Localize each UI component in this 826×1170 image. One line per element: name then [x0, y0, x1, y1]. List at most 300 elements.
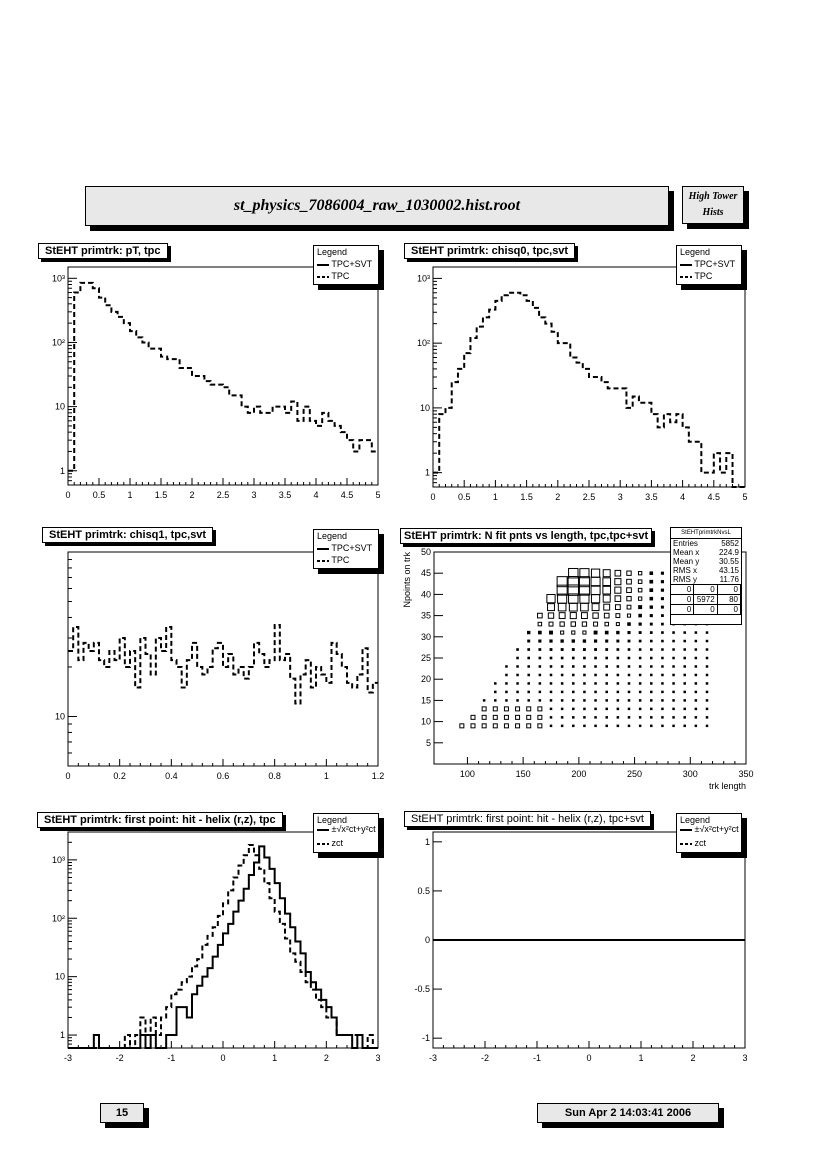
plot-pt: [30, 262, 381, 502]
heatmap-cell: [661, 581, 663, 583]
heatmap-cell: [628, 725, 630, 727]
heatmap-cell: [628, 683, 630, 685]
heatmap-cell: [706, 666, 708, 668]
heatmap-cell: [639, 674, 641, 676]
stats-grid-cell: 0: [694, 605, 717, 614]
heatmap-cell: [639, 606, 642, 609]
heatmap-cell: [606, 691, 608, 693]
heatmap-cell: [684, 657, 686, 659]
y-tick-label: 10³: [51, 854, 65, 865]
page-number: 15: [100, 1103, 144, 1123]
heatmap-cell: [528, 640, 530, 642]
heatmap-cell: [628, 674, 630, 676]
tag-line2: Hists: [702, 207, 724, 218]
heatmap-cell: [595, 683, 597, 685]
tag-line1: High Tower: [688, 191, 738, 202]
heatmap-cell: [650, 640, 652, 642]
high-tower-tag: [682, 186, 744, 224]
heatmap-cell: [550, 649, 552, 651]
heatmap-cell: [606, 717, 608, 719]
x-tick-label: 1.5: [154, 490, 168, 500]
y-tick-label: 10²: [416, 338, 430, 349]
heatmap-cell: [495, 700, 497, 702]
heatmap-cell: [706, 649, 708, 651]
heatmap-cell: [639, 640, 641, 642]
heatmap-cell: [550, 640, 552, 642]
x-tick-label: 3.5: [278, 490, 292, 500]
heatmap-cell: [706, 700, 708, 702]
stats-grid-row: [671, 595, 741, 605]
heatmap-cell: [662, 666, 664, 668]
heatmap-cell: [572, 649, 574, 651]
stats-grid-cell: 0: [671, 585, 694, 594]
heatmap-cell: [539, 674, 541, 676]
heatmap-cell: [606, 725, 608, 727]
stats-value: 11.76: [719, 575, 739, 584]
heatmap-cell: [684, 674, 686, 676]
heatmap-cell: [651, 674, 653, 676]
heatmap-cell: [573, 708, 575, 710]
x-tick-label: 2.5: [216, 490, 230, 500]
heatmap-cell: [617, 700, 619, 702]
heatmap-cell: [573, 674, 575, 676]
heatmap-cell: [628, 691, 630, 693]
y-tick-label: 10: [420, 716, 431, 727]
y-tick-label: 35: [420, 610, 431, 621]
heatmap-cell: [561, 691, 563, 693]
heatmap-cell: [662, 725, 664, 727]
x-tick-label: 0.5: [457, 492, 471, 502]
legend-entry-tpc-label: TPC: [694, 271, 713, 281]
heatmap-cell: [584, 717, 586, 719]
heatmap-cell: [528, 649, 530, 651]
heatmap-cell: [617, 631, 619, 633]
heatmap-cell: [583, 649, 585, 651]
stats-key: Mean y: [673, 557, 700, 566]
heatmap-cell: [617, 649, 619, 651]
heatmap-cell: [706, 708, 708, 710]
heatmap-cell: [673, 708, 675, 710]
y-tick-label: -1: [421, 1033, 430, 1044]
legend-entry-tpcsvt: [317, 259, 372, 270]
x-tick-label: 0: [586, 1053, 592, 1063]
heatmap-cell: [662, 649, 664, 651]
heatmap-cell: [628, 640, 630, 642]
y-tick-label: 0: [424, 935, 430, 945]
heatmap-cell: [584, 725, 586, 727]
panel-title-chisq0: StEHT primtrk: chisq0, tpc,svt: [404, 243, 575, 259]
heatmap-cell: [639, 632, 641, 634]
heatmap-cell: [662, 683, 664, 685]
x-tick-label: 4: [313, 490, 319, 500]
heatmap-cell: [673, 700, 675, 702]
x-tick-label: 2: [690, 1053, 696, 1063]
y-tick-label: 10³: [51, 273, 65, 284]
heatmap-cell: [595, 674, 597, 676]
y-tick-label: 15: [420, 695, 431, 706]
heatmap-cell: [539, 683, 541, 685]
x-tick-label: 1: [638, 1053, 644, 1063]
y-tick-label: 45: [420, 568, 431, 579]
stats-rows: [671, 539, 741, 584]
legend-entry-tpcsvt-label: TPC+SVT: [331, 543, 373, 553]
heatmap-cell: [706, 725, 708, 727]
heatmap-cell: [528, 683, 530, 685]
x-tick-label: 4: [680, 492, 686, 502]
legend-title: Legend: [680, 247, 711, 257]
heatmap-cell: [595, 708, 597, 710]
heatmap-cell: [561, 725, 563, 727]
legend-title: Legend: [317, 531, 348, 541]
heatmap-cell: [495, 683, 497, 685]
heatmap-cell: [617, 666, 619, 668]
y-tick-label: 10²: [51, 913, 65, 924]
heatmap-cell: [651, 708, 653, 710]
heatmap-cell: [628, 657, 630, 659]
heatmap-cell: [628, 717, 630, 719]
heatmap-cell: [539, 666, 541, 668]
heatmap-cell: [573, 666, 575, 668]
x-tick-label: 200: [571, 769, 587, 779]
heatmap-cell: [617, 725, 619, 727]
heatmap-cell: [528, 631, 530, 633]
heatmap-cell: [650, 632, 652, 634]
heatmap-cell: [573, 700, 575, 702]
x-tick-label: 1: [323, 771, 329, 781]
heatmap-cell: [617, 708, 619, 710]
heatmap-cell: [695, 691, 697, 693]
heatmap-cell: [573, 683, 575, 685]
heatmap-cell: [628, 649, 630, 651]
heatmap-cell: [650, 615, 652, 617]
legend-entry-tpcsvt-label: TPC+SVT: [331, 259, 373, 269]
heatmap-cell: [517, 683, 519, 685]
heatmap-cell: [650, 597, 653, 600]
heatmap-cell: [662, 700, 664, 702]
heatmap-cell: [617, 683, 619, 685]
panel-title-chisq1: StEHT primtrk: chisq1, tpc,svt: [42, 527, 213, 543]
heatmap-cell: [561, 708, 563, 710]
heatmap-cell: [639, 717, 641, 719]
heatmap-cell: [517, 657, 519, 659]
legend-firstpoint-tpc: [313, 813, 379, 853]
heatmap-cell: [528, 657, 530, 659]
heatmap-cell: [628, 700, 630, 702]
heatmap-cell: [662, 640, 664, 642]
heatmap-cell: [584, 674, 586, 676]
heatmap-cell: [684, 700, 686, 702]
heatmap-cell: [584, 657, 586, 659]
x-tick-label: 2: [189, 490, 195, 500]
heatmap-cell: [673, 640, 675, 642]
heatmap-cell: [684, 708, 686, 710]
legend-entry-tpcsvt: [317, 543, 372, 554]
x-tick-label: 0.6: [216, 771, 230, 781]
heatmap-cell: [684, 640, 686, 642]
heatmap-cell: [662, 691, 664, 693]
plot-firstpoint-tpc: [30, 828, 381, 1068]
heatmap-cell: [561, 657, 563, 659]
x-tick-label: 0: [430, 492, 436, 502]
x-tick-label: 2: [323, 1053, 329, 1063]
heatmap-cell: [595, 700, 597, 702]
y-tick-label: 10: [54, 401, 65, 412]
legend-entry-radial-label: ±√x²ct+y²ct: [694, 824, 739, 834]
heatmap-cell: [550, 631, 553, 634]
x-tick-label: 1.5: [520, 492, 533, 502]
heatmap-cell: [673, 725, 675, 727]
heatmap-cell: [561, 649, 563, 651]
heatmap-cell: [662, 674, 664, 676]
heatmap-cell: [572, 657, 574, 659]
heatmap-cell: [639, 700, 641, 702]
stats-row: [671, 566, 741, 575]
heatmap-cell: [517, 666, 519, 668]
heatmap-cell: [639, 725, 641, 727]
panel-title-firstpoint-tpc: StEHT primtrk: first point: hit - helix (r,z), tpc: [37, 812, 283, 828]
heatmap-cell: [673, 691, 675, 693]
heatmap-cell: [662, 708, 664, 710]
y-tick-label: 0.5: [417, 885, 430, 896]
y-tick-label: -0.5: [414, 984, 430, 995]
heatmap-cell: [594, 631, 597, 634]
x-tick-label: 5: [742, 492, 748, 502]
x-tick-label: 0.8: [268, 771, 281, 781]
heatmap-cell: [595, 725, 597, 727]
stats-name: StEHTprimtrkNvsL: [671, 528, 741, 539]
stats-value: 224.9: [718, 548, 739, 557]
stats-row: [671, 539, 741, 548]
panel-title-firstpoint-svt: StEHT primtrk: first point: hit - helix (r,z), tpc+svt: [404, 811, 651, 827]
y-tick-label: 50: [420, 547, 431, 557]
heatmap-cell: [528, 666, 530, 668]
stats-grid-cell: 80: [718, 595, 741, 604]
heatmap-cell: [651, 666, 653, 668]
heatmap-cell: [706, 640, 708, 642]
panel-title-nfit: StEHT primtrk: N fit pnts vs length, tpc,tpc+svt: [400, 528, 652, 544]
heatmap-cell: [673, 666, 675, 668]
x-tick-label: 3: [742, 1053, 748, 1063]
heatmap-cell: [617, 691, 619, 693]
stats-key: Mean x: [673, 548, 700, 557]
plot-frame: [68, 267, 378, 485]
heatmap-cell: [661, 598, 663, 600]
heatmap-cell: [561, 683, 563, 685]
heatmap-cell: [673, 717, 675, 719]
heatmap-cell: [684, 632, 686, 634]
file-title-box: [85, 186, 669, 226]
x-tick-label: 150: [515, 769, 531, 779]
heatmap-cell: [617, 657, 619, 659]
x-tick-label: 1.2: [371, 771, 385, 781]
heatmap-cell: [606, 649, 608, 651]
heatmap-cell: [606, 700, 608, 702]
heatmap-cell: [561, 717, 563, 719]
x-tick-label: 1: [127, 490, 133, 500]
heatmap-cell: [584, 708, 586, 710]
heatmap-cell: [594, 640, 596, 642]
heatmap-cell: [550, 657, 552, 659]
heatmap-cell: [651, 700, 653, 702]
x-tick-label: 4.5: [340, 490, 354, 500]
x-tick-label: 3: [617, 492, 623, 502]
heatmap-cell: [662, 623, 664, 625]
stats-key: RMS x: [673, 566, 697, 575]
y-tick-label: 10²: [51, 337, 65, 348]
legend-chisq1: [313, 529, 379, 569]
heatmap-cell: [695, 708, 697, 710]
legend-entry-z: [680, 838, 706, 849]
y-tick-label: 1: [59, 1030, 65, 1041]
heatmap-cell: [539, 700, 541, 702]
heatmap-cell: [628, 623, 631, 626]
heatmap-cell: [662, 615, 664, 617]
stats-grid-cell: 0: [718, 585, 741, 594]
legend-entry-z-label: zct: [694, 838, 707, 848]
legend-entry-tpc: [317, 555, 349, 566]
heatmap-cell: [561, 674, 563, 676]
heatmap-cell: [651, 691, 653, 693]
panel-title-pt: StEHT primtrk: pT, tpc: [38, 243, 168, 259]
x-tick-label: -1: [532, 1053, 542, 1063]
heatmap-cell: [706, 632, 708, 634]
heatmap-cell: [639, 691, 641, 693]
heatmap-cell: [506, 674, 508, 676]
heatmap-cell: [528, 700, 530, 702]
heatmap-cell: [606, 640, 608, 642]
legend-entry-tpc: [680, 271, 712, 282]
plot-firstpoint-svt: [396, 828, 748, 1068]
heatmap-cell: [661, 572, 663, 574]
x-tick-label: -2: [480, 1053, 490, 1063]
heatmap-cell: [561, 700, 563, 702]
stats-grid-cell: 0: [671, 595, 694, 604]
heatmap-cell: [684, 666, 686, 668]
stats-grid-row: [671, 585, 741, 595]
x-tick-label: -1: [167, 1053, 176, 1063]
y-tick-label: 5: [425, 737, 431, 748]
stats-grid-cell: 5972: [694, 595, 717, 604]
heatmap-cell: [539, 657, 541, 659]
x-tick-label: 0: [65, 490, 71, 500]
x-tick-label: 300: [682, 769, 698, 779]
x-tick-label: 1: [492, 492, 498, 502]
y-axis-label: Npoints on trk: [402, 552, 412, 608]
heatmap-cell: [583, 640, 585, 642]
x-tick-label: -2: [115, 1053, 124, 1063]
x-tick-label: -3: [63, 1053, 73, 1063]
heatmap-cell: [661, 606, 663, 608]
x-tick-label: 2.5: [582, 492, 596, 502]
heatmap-cell: [639, 657, 641, 659]
heatmap-cell: [684, 717, 686, 719]
x-tick-label: 3.5: [645, 492, 658, 502]
heatmap-cell: [695, 700, 697, 702]
heatmap-cell: [595, 649, 597, 651]
heatmap-cell: [584, 666, 586, 668]
legend-entry-radial: [317, 824, 376, 835]
heatmap-cell: [606, 657, 608, 659]
stats-grid-cell: 0: [671, 605, 694, 614]
heatmap-cell: [605, 631, 608, 634]
x-tick-label: 1: [272, 1053, 278, 1063]
y-tick-label: 1: [424, 467, 430, 478]
stats-grid-cell: 0: [694, 585, 717, 594]
heatmap-cell: [550, 666, 552, 668]
x-tick-label: 350: [738, 769, 754, 779]
heatmap-cell: [539, 640, 541, 642]
heatmap-cell: [662, 632, 664, 634]
y-tick-label: 10: [54, 711, 65, 722]
heatmap-cell: [651, 717, 653, 719]
heatmap-cell: [584, 691, 586, 693]
x-tick-label: 2: [555, 492, 561, 502]
legend-chisq0: [676, 245, 742, 285]
x-tick-label: 0.5: [92, 490, 106, 500]
heatmap-cell: [573, 725, 575, 727]
heatmap-cell: [651, 649, 653, 651]
heatmap-cell: [695, 640, 697, 642]
y-tick-label: 1: [424, 836, 430, 847]
heatmap-cell: [506, 691, 508, 693]
heatmap-cell: [651, 725, 653, 727]
heatmap-cell: [706, 674, 708, 676]
heatmap-cell: [517, 691, 519, 693]
y-tick-label: 30: [420, 631, 431, 642]
x-tick-label: 0: [220, 1053, 226, 1063]
legend-title: Legend: [317, 247, 348, 257]
heatmap-cell: [684, 691, 686, 693]
plot-chisq1: [30, 543, 385, 785]
legend-firstpoint-svt: [676, 813, 742, 853]
heatmap-cell: [550, 700, 552, 702]
legend-entry-tpc-label: TPC: [331, 271, 350, 281]
x-tick-label: 100: [459, 769, 475, 779]
stats-box: [670, 527, 742, 625]
heatmap-cell: [628, 666, 630, 668]
stats-key: RMS y: [673, 575, 697, 584]
x-tick-label: 0: [65, 771, 71, 781]
stats-grid: [671, 584, 741, 615]
y-tick-label: 10: [54, 971, 65, 982]
heatmap-cell: [550, 691, 552, 693]
y-tick-label: 1: [59, 465, 65, 476]
heatmap-cell: [673, 657, 675, 659]
heatmap-cell: [506, 683, 508, 685]
legend-entry-radial-label: ±√x²ct+y²ct: [331, 824, 376, 834]
stats-value: 43.15: [718, 566, 739, 575]
heatmap-cell: [695, 683, 697, 685]
heatmap-cell: [617, 640, 619, 642]
timestamp: Sun Apr 2 14:03:41 2006: [537, 1103, 719, 1123]
x-tick-label: 250: [627, 769, 643, 779]
stats-row: [671, 548, 741, 557]
y-tick-label: 10: [419, 402, 430, 413]
legend-entry-z: [317, 838, 343, 849]
heatmap-cell: [506, 700, 508, 702]
heatmap-cell: [561, 666, 563, 668]
file-title: st_physics_7086004_raw_1030002.hist.root: [233, 197, 521, 214]
heatmap-cell: [706, 683, 708, 685]
stats-value: 5852: [721, 539, 739, 548]
legend-entry-radial: [680, 824, 739, 835]
heatmap-cell: [650, 606, 652, 608]
heatmap-cell: [695, 674, 697, 676]
heatmap-cell: [661, 589, 663, 591]
heatmap-cell: [706, 691, 708, 693]
heatmap-cell: [573, 691, 575, 693]
heatmap-cell: [517, 700, 519, 702]
